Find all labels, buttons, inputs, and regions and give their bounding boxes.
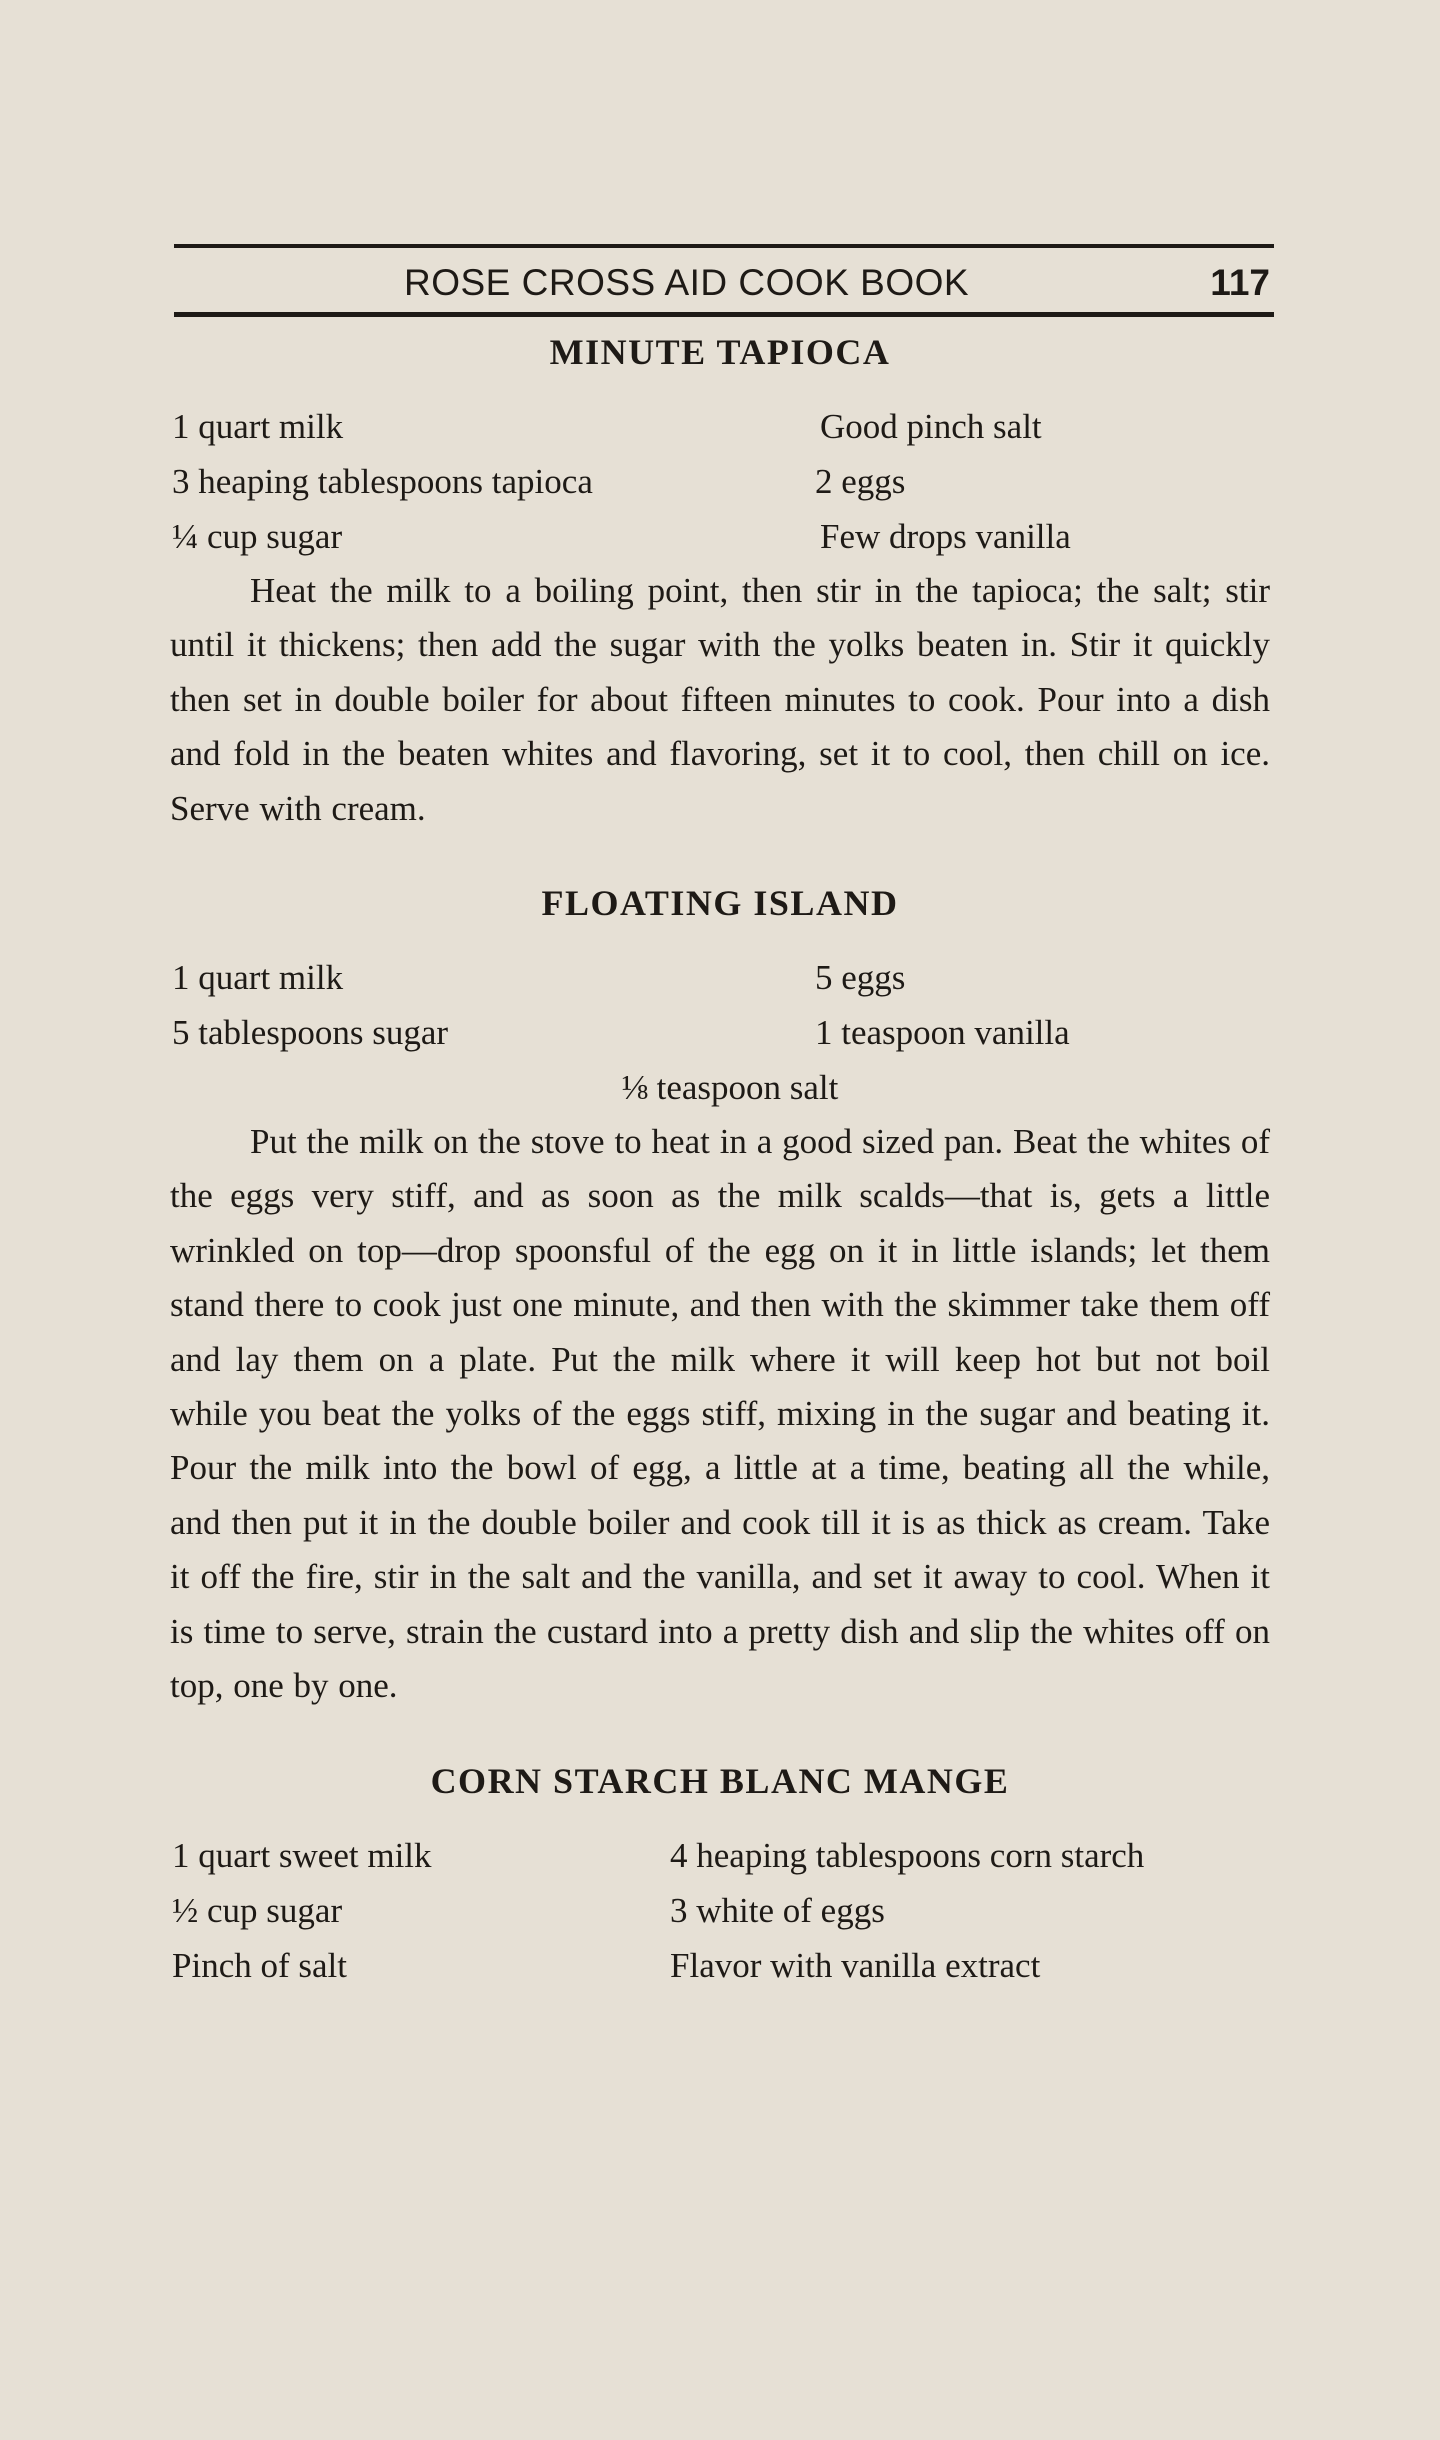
header-rule-bottom — [174, 312, 1274, 317]
ingredient: Good pinch salt — [820, 407, 1042, 446]
ingredient: ¼ cup sugar — [172, 517, 343, 556]
ingredient-centered: ⅛ teaspoon salt — [621, 1068, 839, 1108]
recipe-corn-starch-blanc-mange — [170, 1754, 1270, 1993]
ingredient-list — [170, 950, 1270, 1115]
ingredient: 3 heaping tablespoons tapioca — [172, 462, 593, 501]
ingredient-row — [170, 509, 1270, 564]
recipe-instructions: Heat the milk to a boiling point, then stir in the tapioca; the salt; stir until it thickens; then add the sugar with the yolks beaten in. Stir it quickly then set in double boiler for about fifteen minutes to cook. Pour into a dish and fold in the beaten whites and flavoring, set it to cool, then chill on ice. Serve with cream. — [170, 571, 1270, 828]
ingredient: 4 heaping tablespoons corn starch — [670, 1835, 1145, 1875]
section-gap — [170, 836, 1270, 876]
ingredient: Pinch of salt — [172, 1945, 347, 1985]
ingredient-row — [170, 1005, 1270, 1060]
ingredient-row — [170, 1828, 1270, 1883]
ingredient: ½ cup sugar — [172, 1890, 343, 1930]
recipe-title: MINUTE TAPIOCA — [549, 332, 891, 372]
ingredient-list — [170, 399, 1270, 564]
page-number: 117 — [1210, 262, 1270, 303]
recipe-minute-tapioca — [170, 325, 1270, 836]
ingredient: 5 tablespoons sugar — [172, 1013, 449, 1053]
ingredient-row — [170, 950, 1270, 1005]
ingredient: 3 white of eggs — [670, 1890, 885, 1930]
recipe-instructions: Put the milk on the stove to heat in a good sized pan. Beat the whites of the eggs very stiff, and as soon as the milk scalds—that is, gets a little wrinkled on top—drop spoonsful of the egg on it in little islands; let them stand there to cook just one minute, and then with the skimmer take them off and lay them on a plate. Put the milk where it will keep hot but not boil while you beat the yolks of the eggs stiff, mixing in the sugar and beating it. Pour the milk into the bowl of egg, a little at a time, beating all the while, and then put it in the double boiler and cook till it is as thick as cream. Take it off the fire, stir in the salt and the vanilla, and set it away to cool. When it is time to serve, strain the custard into a pretty dish and slip the whites off on top, one by one. — [170, 1122, 1270, 1706]
ingredient-row — [170, 454, 1270, 509]
running-head — [174, 256, 1274, 308]
ingredient: 1 quart milk — [172, 407, 344, 446]
header-rule-top — [174, 244, 1274, 248]
ingredient: 5 eggs — [815, 958, 906, 998]
ingredient: Few drops vanilla — [820, 517, 1071, 556]
running-title: ROSE CROSS AID COOK BOOK — [404, 262, 970, 303]
page-content — [170, 325, 1270, 1993]
ingredient: 1 quart sweet milk — [172, 1835, 432, 1875]
ingredient: Flavor with vanilla extract — [670, 1945, 1041, 1985]
ingredient-row — [170, 399, 1270, 454]
recipe-floating-island — [170, 876, 1270, 1713]
section-gap — [170, 1714, 1270, 1754]
ingredient: 2 eggs — [815, 462, 906, 501]
ingredient-list — [170, 1828, 1270, 1993]
recipe-title: CORN STARCH BLANC MANGE — [430, 1760, 1010, 1801]
recipe-title: FLOATING ISLAND — [541, 883, 899, 924]
ingredient-row — [170, 1938, 1270, 1993]
ingredient: 1 teaspoon vanilla — [815, 1013, 1070, 1053]
page-header — [174, 244, 1274, 317]
ingredient: 1 quart milk — [172, 958, 344, 998]
ingredient-row — [170, 1883, 1270, 1938]
